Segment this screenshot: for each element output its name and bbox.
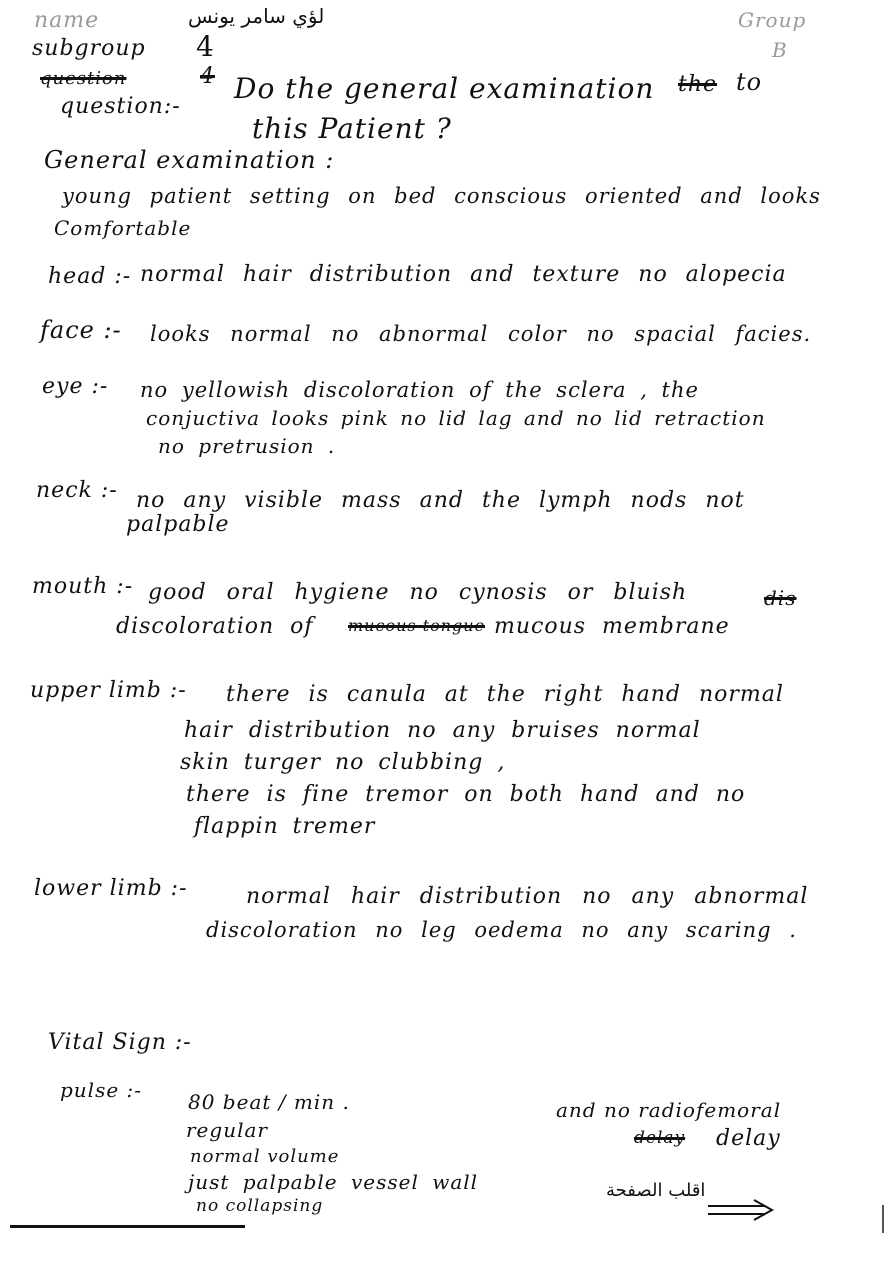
turn-page-note: اقلب الصفحة	[606, 1180, 706, 1201]
neck-label: neck :-	[36, 478, 118, 503]
upper-limb-label: upper limb :-	[30, 678, 187, 703]
upper-limb-line-1: there is canula at the right hand normal	[226, 682, 784, 707]
general-line-2: Comfortable	[54, 216, 192, 240]
head-label: head :-	[48, 264, 132, 289]
pulse-label: pulse :-	[60, 1078, 143, 1102]
vital-sign-heading: Vital Sign :-	[48, 1030, 192, 1055]
eye-line-3: no pretrusion .	[158, 434, 336, 458]
pulse-right-line-2: delay	[716, 1126, 781, 1151]
name-label: name	[34, 8, 100, 33]
mouth-line-1: good oral hygiene no cynosis or bluish	[148, 580, 688, 605]
face-text: looks normal no abnormal color no spacial facies.	[150, 322, 812, 346]
upper-limb-line-5: flappin tremer	[194, 814, 376, 839]
pulse-line-1: 80 beat / min .	[188, 1090, 350, 1114]
subgroup-label: subgroup	[32, 36, 146, 61]
group-value: B	[772, 38, 788, 62]
general-heading: General examination :	[44, 146, 335, 174]
pulse-line-3: normal volume	[190, 1146, 340, 1167]
pulse-struck-word: delay	[634, 1128, 686, 1148]
pulse-line-4: just palpable vessel wall	[188, 1170, 479, 1194]
lower-limb-label: lower limb :-	[34, 876, 188, 901]
group-label: Group	[738, 8, 807, 32]
eye-label: eye :-	[42, 374, 109, 399]
mouth-struck-1: dis	[764, 586, 797, 610]
upper-limb-line-2: hair distribution no any bruises normal	[184, 718, 701, 743]
question-line-2: this Patient ?	[252, 112, 452, 145]
crossed-out-word: question	[40, 68, 127, 89]
subgroup-value: 4	[196, 30, 215, 63]
question-line-1-end: to	[736, 68, 763, 96]
upper-limb-line-3: skin turger no clubbing ,	[180, 750, 506, 775]
upper-limb-line-4: there is fine tremor on both hand and no	[186, 782, 746, 807]
page-edge-mark	[882, 1205, 884, 1233]
pulse-line-2: regular	[186, 1118, 268, 1142]
mouth-struck-2: mucous tongue	[348, 616, 486, 635]
eye-line-2: conjuctiva looks pink no lid lag and no lid retraction	[146, 406, 766, 430]
neck-line-2: palpable	[126, 512, 230, 537]
page-bottom-line	[10, 1225, 245, 1228]
arrow-right-icon	[706, 1198, 774, 1224]
neck-line-1: no any visible mass and the lymph nods not	[136, 488, 745, 513]
question-label: question:-	[60, 94, 181, 119]
head-text: normal hair distribution and texture no alopecia	[140, 262, 787, 287]
mouth-label: mouth :-	[32, 574, 134, 599]
pulse-line-5: no collapsing	[196, 1196, 324, 1216]
lower-limb-line-1: normal hair distribution no any abnormal	[246, 884, 809, 909]
mouth-line-2-end: mucous membrane	[494, 614, 730, 639]
eye-line-1: no yellowish discoloration of the sclera , the	[140, 378, 699, 402]
face-label: face :-	[40, 316, 122, 344]
name-value: لؤي سامر يونس	[188, 4, 325, 28]
question-line-1: Do the general examination	[234, 72, 655, 105]
general-line-1: young patient setting on bed conscious oriented and looks	[62, 184, 821, 208]
mouth-line-2-start: discoloration of	[116, 614, 314, 639]
lower-limb-line-2: discoloration no leg oedema no any scaring .	[206, 918, 797, 942]
pulse-right-line-1: and no radiofemoral	[556, 1098, 782, 1122]
crossed-out-mark: 4	[200, 64, 215, 89]
question-struck-word: the	[678, 72, 718, 97]
